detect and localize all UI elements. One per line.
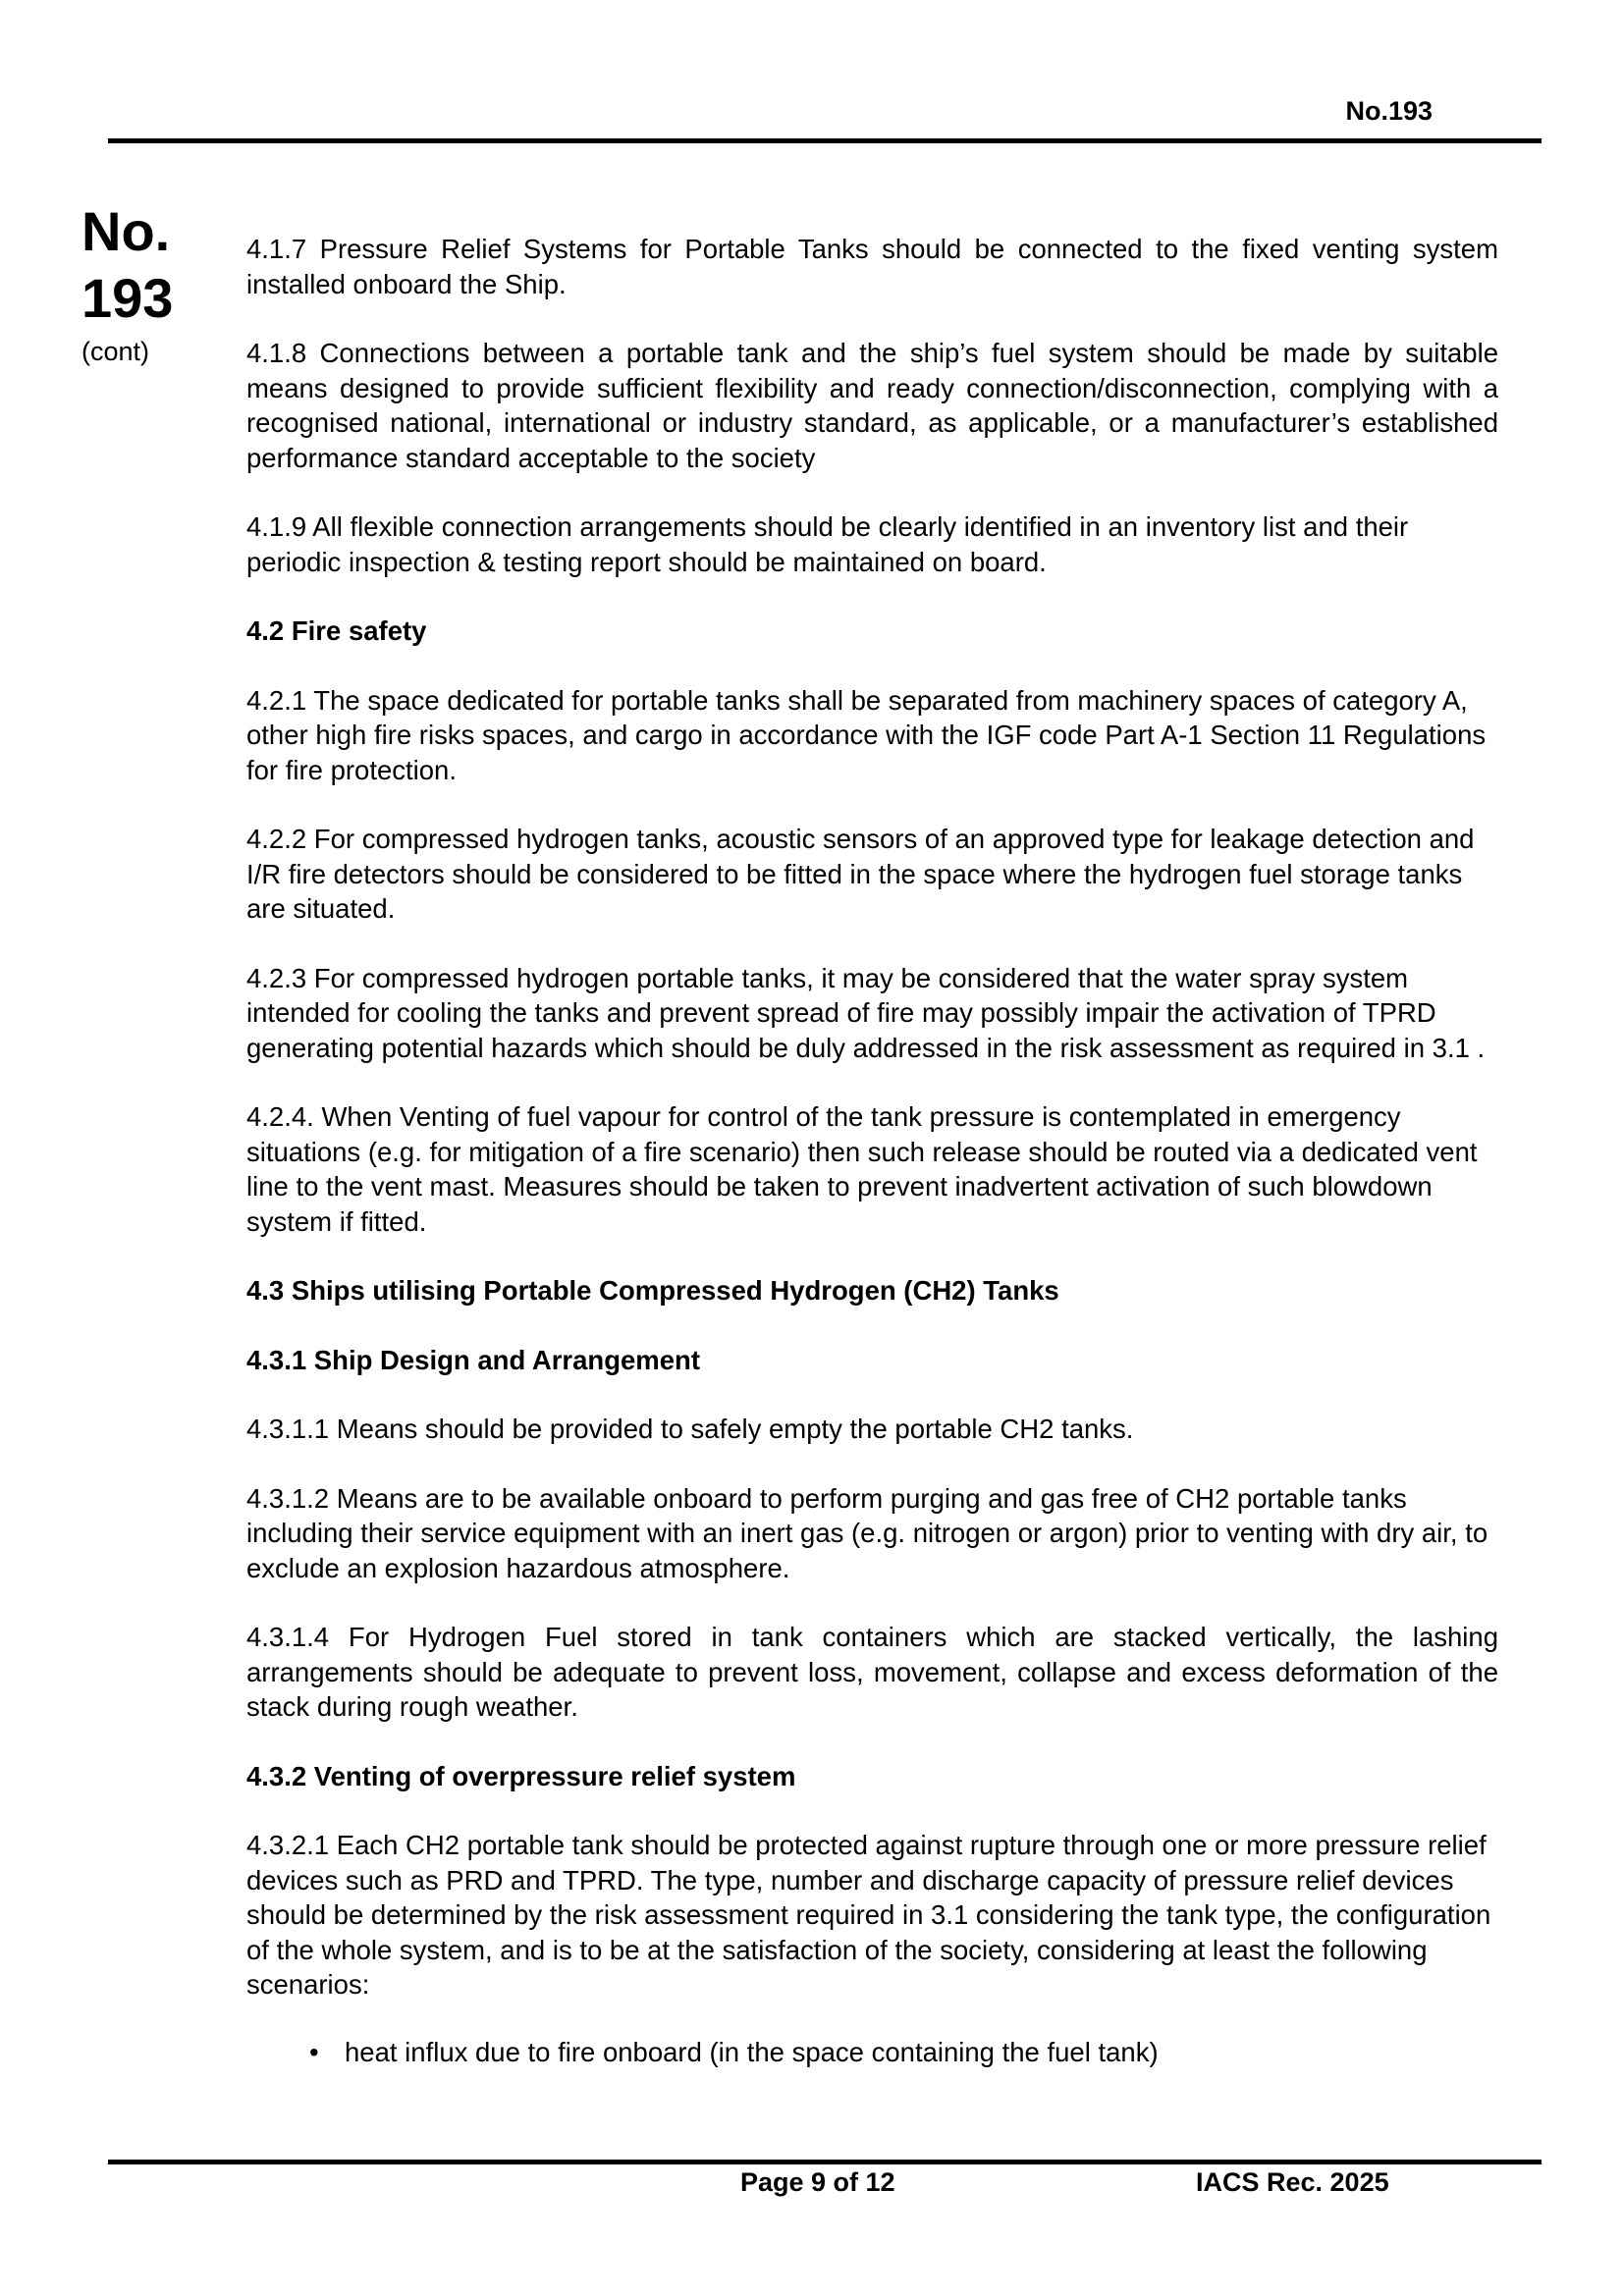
list-item-text: heat influx due to fire onboard (in the space containing the fuel tank)	[345, 2036, 1159, 2067]
paragraph-4-1-8: 4.1.8 Connections between a portable tank and the ship’s fuel system should be made by suitable means designed to provide sufficient flexibility and ready connection/disconnection, complying with a recognised national, international or industry standard, as applicable, or a manufacturer’s established performance standard acceptable to the society	[246, 338, 1498, 473]
paragraph-4-2-3: 4.2.3 For compressed hydrogen portable tanks, it may be considered that the water spray system intended for cooling the tanks and prevent spread of fire may possibly impair the activation of TPRD generating potential hazards which should be duly addressed in the risk assessment as required in 3.1 .	[246, 962, 1486, 1063]
heading-4-2: 4.2 Fire safety	[246, 615, 427, 646]
heading-4-3-1: 4.3.1 Ship Design and Arrangement	[246, 1344, 701, 1375]
heading-4-3: 4.3 Ships utilising Portable Compressed Hydrogen (CH2) Tanks	[246, 1275, 1059, 1306]
bullet-icon: •	[309, 2036, 319, 2067]
header-reference: No.193	[1345, 96, 1433, 126]
paragraph-4-2-4: 4.2.4. When Venting of fuel vapour for control of the tank pressure is contemplated in emergency situations (e.g. for mitigation of a fire scenario) then such release should be routed via a dedicated vent line to the vent mast. Measures should be taken to prevent inadvertent activation of such blowdown system if fitted.	[246, 1101, 1478, 1237]
paragraph-4-3-1-2: 4.3.1.2 Means are to be available onboard to perform purging and gas free of CH2 portable tanks including their service equipment with an inert gas (e.g. nitrogen or argon) prior to venting with dry air, to exclude an explosion hazardous atmosphere.	[246, 1482, 1488, 1583]
footer-recommendation: IACS Rec. 2025	[1196, 2167, 1389, 2197]
paragraph-4-3-1-4: 4.3.1.4 For Hydrogen Fuel stored in tank containers which are stacked vertically, the lashing arrangements should be adequate to prevent loss, movement, collapse and excess deformation of the stack during rough weather.	[246, 1622, 1498, 1722]
page-number: Page 9 of 12	[740, 2167, 895, 2197]
paragraph-4-1-7: 4.1.7 Pressure Relief Systems for Portable Tanks should be connected to the fixed venting system installed onboard the Ship.	[246, 234, 1498, 299]
document-body	[246, 232, 1498, 2069]
header-rule	[108, 138, 1542, 143]
heading-4-3-2: 4.3.2 Venting of overpressure relief system	[246, 1760, 796, 1791]
sidebar-no-label: No.	[81, 200, 171, 262]
scenario-list	[246, 2035, 1498, 2070]
paragraph-4-2-2: 4.2.2 For compressed hydrogen tanks, acoustic sensors of an approved type for leakage detection and I/R fire detectors should be considered to be fitted in the space where the hydrogen fuel storage tanks are situated.	[246, 824, 1475, 924]
sidebar-number: 193	[81, 267, 174, 329]
paragraph-4-3-2-1: 4.3.2.1 Each CH2 portable tank should be protected against rupture through one or more pressure relief devices such as PRD and TPRD. The type, number and discharge capacity of pressure relief devices should be determined by the risk assessment required in 3.1 considering the tank type, the configuration of the whole system, and is to be at the satisfaction of the society, considering at least the following scenarios:	[246, 1830, 1491, 2000]
list-item	[246, 2035, 1498, 2070]
paragraph-4-1-9: 4.1.9 All flexible connection arrangements should be clearly identified in an inventory list and their periodic inspection & testing report should be maintained on board.	[246, 511, 1409, 577]
paragraph-4-3-1-1: 4.3.1.1 Means should be provided to safely empty the portable CH2 tanks.	[246, 1414, 1134, 1444]
paragraph-4-2-1: 4.2.1 The space dedicated for portable tanks shall be separated from machinery spaces of category A, other high fire risks spaces, and cargo in accordance with the IGF code Part A-1 Section 11 Regulations for fire protection.	[246, 684, 1487, 785]
sidebar-cont-label: (cont)	[81, 337, 150, 366]
footer-rule	[108, 2160, 1542, 2164]
